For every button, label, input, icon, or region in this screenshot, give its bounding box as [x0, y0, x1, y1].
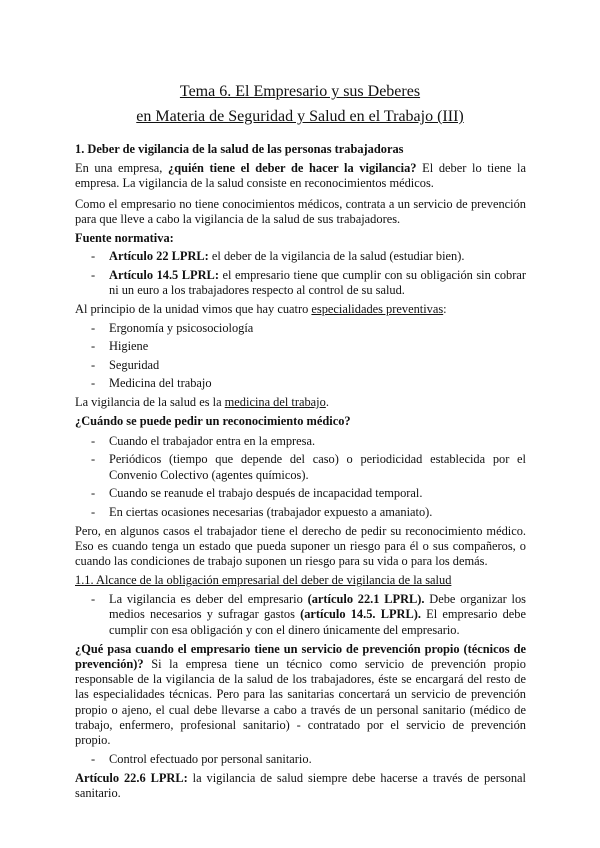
text: el deber de la vigilancia de la salud (estudiar bien).	[208, 249, 465, 264]
text: Higiene	[109, 339, 149, 354]
bold-text: ¿quién tiene el deber de hacer la vigilancia?	[168, 160, 417, 175]
list-item	[91, 249, 526, 264]
text: el empresario tiene que cumplir con su obligación sin cobrar ni un euro a los trabajadores respecto al control de su salud.	[109, 267, 526, 298]
bullet: -	[91, 267, 96, 282]
subsection-heading: 1.1. Alcance de la obligación empresarial del deber de vigilancia de la salud	[75, 573, 452, 588]
document-title-line2: en Materia de Seguridad y Salud en el Trabajo (III)	[136, 108, 464, 125]
paragraph	[75, 302, 526, 317]
bold-text: Artículo 22 LPRL:	[109, 249, 209, 264]
bullet: -	[91, 433, 96, 448]
list-item	[91, 752, 526, 767]
bullet: -	[91, 504, 96, 519]
text: Cuando se reanude el trabajo después de incapacidad temporal.	[109, 486, 423, 501]
text: Debe organizar los medios necesarios y sufragar gastos	[109, 591, 526, 622]
list-item	[91, 505, 526, 520]
bullet: -	[91, 486, 96, 501]
bullet: -	[91, 339, 96, 354]
paragraph	[75, 771, 526, 802]
text: Si la empresa tiene un técnico como servicio de prevención propio responsable de la vigilancia de la salud de los trabajadores, éste se encargará del resto de las especialidades técnicas. Pero para las sanitarias concertará un servicio de prevención propio o ajeno, el cual debe llevarse a cabo a través de un personal sanitario (médico de trabajo, enfermero, profesional sanitario) - contratado por el servicio de prevención propio.	[75, 656, 526, 748]
paragraph	[75, 395, 526, 410]
text: Al principio de la unidad vimos que hay cuatro	[75, 302, 312, 317]
bullet: -	[91, 376, 96, 391]
bold-text: (artículo 14.5. LPRL).	[300, 607, 421, 622]
text: :	[443, 302, 447, 317]
text: El deber lo tiene la empresa. La vigilancia de la salud consiste en reconocimientos médicos.	[75, 160, 526, 191]
underlined-text: medicina del trabajo	[224, 395, 326, 410]
text: Periódicos (tiempo que depende del caso) o periodicidad establecida por el Convenio Colectivo (agentes químicos).	[109, 452, 526, 482]
text: Seguridad	[109, 357, 160, 372]
fuente-heading: Fuente normativa:	[75, 230, 174, 245]
list-item	[91, 592, 526, 638]
list-item	[91, 339, 526, 354]
text: La vigilancia de la salud es la	[75, 395, 225, 410]
list-item	[91, 486, 526, 501]
bold-text: ¿Qué pasa cuando el empresario tiene un servicio de prevención propio (técnicos de prevención)?	[75, 641, 526, 671]
text: Control efectuado por personal sanitario.	[109, 751, 312, 766]
bullet: -	[91, 320, 96, 335]
text: .	[325, 395, 329, 410]
bold-text: Artículo 14.5 LPRL:	[109, 267, 219, 282]
paragraph: Como el empresario no tiene conocimientos médicos, contrata a un servicio de prevención para que lleve a cabo la vigilancia de la salud de sus trabajadores.	[75, 196, 526, 226]
bullet: -	[91, 357, 96, 372]
paragraph: Pero, en algunos casos el trabajador tiene el derecho de pedir su reconocimiento médico. Eso es cuando tenga un estado que pueda suponer un riesgo para él o sus compañeros, o cuando las condiciones de trabajo suponen un riesgo para su vida o para los demás.	[75, 523, 526, 569]
text: Medicina del trabajo	[109, 376, 212, 391]
list-item	[91, 376, 526, 391]
text: la vigilancia de salud siempre debe hacerse a través de personal sanitario.	[75, 770, 526, 801]
bullet: -	[91, 452, 96, 467]
bold-text: (artículo 22.1 LPRL).	[307, 591, 425, 606]
question-heading: ¿Cuándo se puede pedir un reconocimiento médico?	[75, 414, 351, 429]
text: En una empresa,	[75, 160, 169, 175]
bold-text: Artículo 22.6 LPRL:	[75, 770, 188, 785]
section-heading: 1. Deber de vigilancia de la salud de las personas trabajadoras	[75, 142, 404, 156]
list-item	[91, 321, 526, 336]
bullet: -	[91, 591, 96, 606]
text: El empresario debe cumplir con esa obligación y con el dinero únicamente del empresario.	[109, 607, 526, 637]
text: Ergonomía y psicosociología	[109, 320, 254, 335]
paragraph	[75, 642, 526, 749]
bullet: -	[91, 751, 96, 766]
paragraph	[75, 161, 526, 192]
list-item	[91, 268, 526, 299]
text: En ciertas ocasiones necesarias (trabajador expuesto a amaniato).	[109, 504, 433, 519]
list-item	[91, 434, 526, 449]
document-title-line1: Tema 6. El Empresario y sus Deberes	[179, 83, 421, 100]
text: La vigilancia es deber del empresario	[109, 591, 308, 606]
list-item	[91, 358, 526, 373]
list-item	[91, 452, 526, 483]
bullet: -	[91, 249, 96, 264]
text: Cuando el trabajador entra en la empresa.	[109, 433, 316, 448]
underlined-text: especialidades preventivas	[311, 302, 444, 317]
